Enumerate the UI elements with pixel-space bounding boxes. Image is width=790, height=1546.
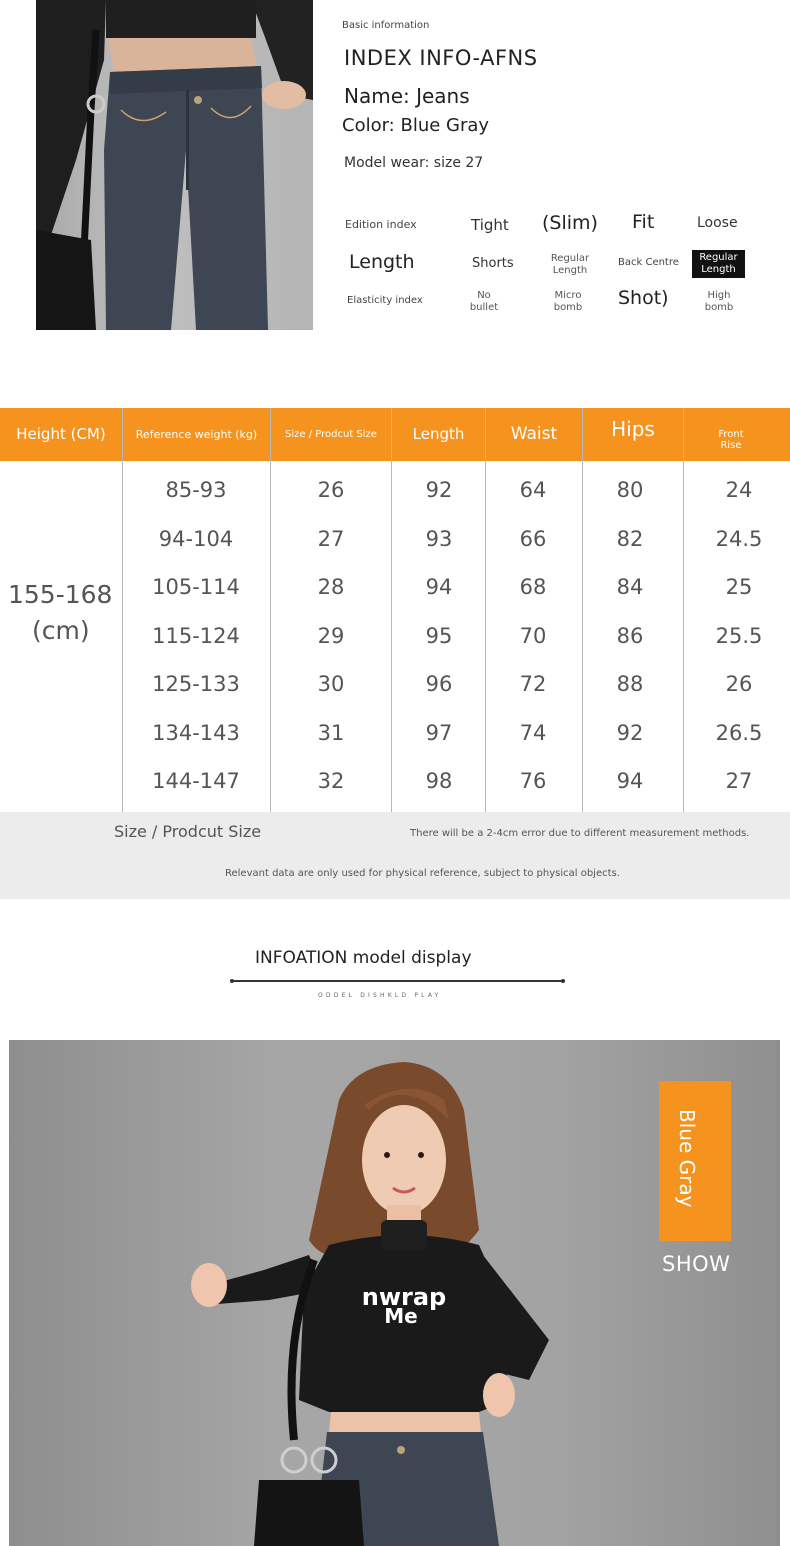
table-cell: 144-147 [152,769,240,793]
product-photo-jeans [36,0,313,330]
elasticity-option-micro-bomb: Micro bomb [553,290,583,313]
table-cell: 66 [519,526,547,551]
table-cell: 105-114 [152,575,240,599]
product-name: Name: Jeans [344,84,470,108]
display-subtitle: ODDEL DISHKLD PLAY [318,992,442,999]
header-size: Size / Prodcut Size [285,429,377,440]
header-length: Length [412,425,465,443]
column-divider [683,408,684,812]
display-underline [232,980,563,982]
underline-dot-left [230,979,234,983]
header-height: Height (CM) [16,425,106,443]
basic-info-label: Basic information [342,20,430,31]
table-cell: 80 [616,478,644,502]
table-cell: 27 [317,526,345,551]
edition-option-slim: (Slim) [542,212,598,234]
table-cell: 115-124 [152,623,240,648]
table-cell: 98 [425,769,453,793]
table-cell: 94 [616,769,644,793]
edition-option-tight: Tight [471,216,509,234]
elasticity-option-high-bomb: High bomb [704,290,734,313]
index-title: INDEX INFO-AFNS [344,46,538,70]
table-cell: 72 [519,672,547,696]
jeans-illustration [36,0,313,330]
height-range: 155-168 [8,580,113,609]
table-cell: 94-104 [158,526,234,551]
table-cell: 94 [425,575,453,599]
length-option-back-centre: Back Centre [618,257,679,268]
table-cell: 27 [725,769,753,793]
table-cell: 25.5 [715,623,763,648]
length-option-shorts: Shorts [472,256,514,271]
elasticity-option-shot: Shot) [618,287,669,309]
edition-index-label: Edition index [345,218,417,231]
table-cell: 86 [616,623,644,648]
table-cell: 85-93 [165,478,227,502]
length-option-selected: Regular Length [692,250,745,278]
product-color: Color: Blue Gray [342,115,490,136]
table-cell: 76 [519,769,547,793]
table-cell: 28 [317,575,345,599]
color-tag-text: Blue Gray [675,1109,699,1208]
table-cell: 68 [519,575,547,599]
edition-option-loose: Loose [697,215,738,231]
table-cell: 26.5 [715,720,763,745]
table-cell: 134-143 [152,720,240,745]
length-label: Length [349,251,415,273]
table-cell: 84 [616,575,644,599]
column-divider [485,408,486,812]
model-wear: Model wear: size 27 [344,155,484,171]
error-note: There will be a 2-4cm error due to different measurement methods. [410,828,750,839]
table-cell: 82 [616,526,644,551]
table-cell: 74 [519,720,547,745]
sweater-print-line1: nwrap [361,1283,447,1311]
model-photo [9,1040,780,1546]
height-unit: (cm) [32,616,90,645]
column-divider [270,408,271,812]
length-option-regular: Regular Length [550,253,590,276]
header-waist: Waist [510,424,558,444]
table-cell: 26 [317,478,345,502]
header-reference-weight: Reference weight (kg) [135,428,258,441]
table-cell: 25 [725,575,753,599]
table-cell: 31 [317,720,345,745]
table-cell: 88 [616,672,644,696]
color-tag [659,1081,731,1241]
table-cell: 64 [519,478,547,502]
table-cell: 32 [317,769,345,793]
table-cell: 70 [519,623,547,648]
reference-note: Relevant data are only used for physical reference, subject to physical objects. [225,868,620,879]
table-cell: 125-133 [152,672,240,696]
table-cell: 29 [317,623,345,648]
column-divider [391,408,392,812]
table-cell: 26 [725,672,753,696]
underline-dot-right [561,979,565,983]
column-divider [582,408,583,812]
sweater-print-line2: Me [384,1304,418,1328]
table-cell: 30 [317,672,345,696]
column-divider [122,408,123,812]
table-cell: 95 [425,623,453,648]
size-note-label: Size / Prodcut Size [114,822,262,841]
show-label: SHOW [662,1252,731,1276]
table-cell: 96 [425,672,453,696]
header-front-rise: Front Rise [718,428,744,451]
table-cell: 24.5 [715,526,763,551]
table-cell: 93 [425,526,453,551]
table-cell: 24 [725,478,753,502]
display-title: INFOATION model display [255,948,472,968]
header-hips: Hips [611,417,655,441]
table-cell: 92 [616,720,644,745]
table-cell: 92 [425,478,453,502]
table-cell: 97 [425,720,453,745]
elasticity-option-no-bullet: No bullet [469,290,499,313]
edition-option-fit: Fit [632,211,655,233]
elasticity-index-label: Elasticity index [347,295,423,306]
